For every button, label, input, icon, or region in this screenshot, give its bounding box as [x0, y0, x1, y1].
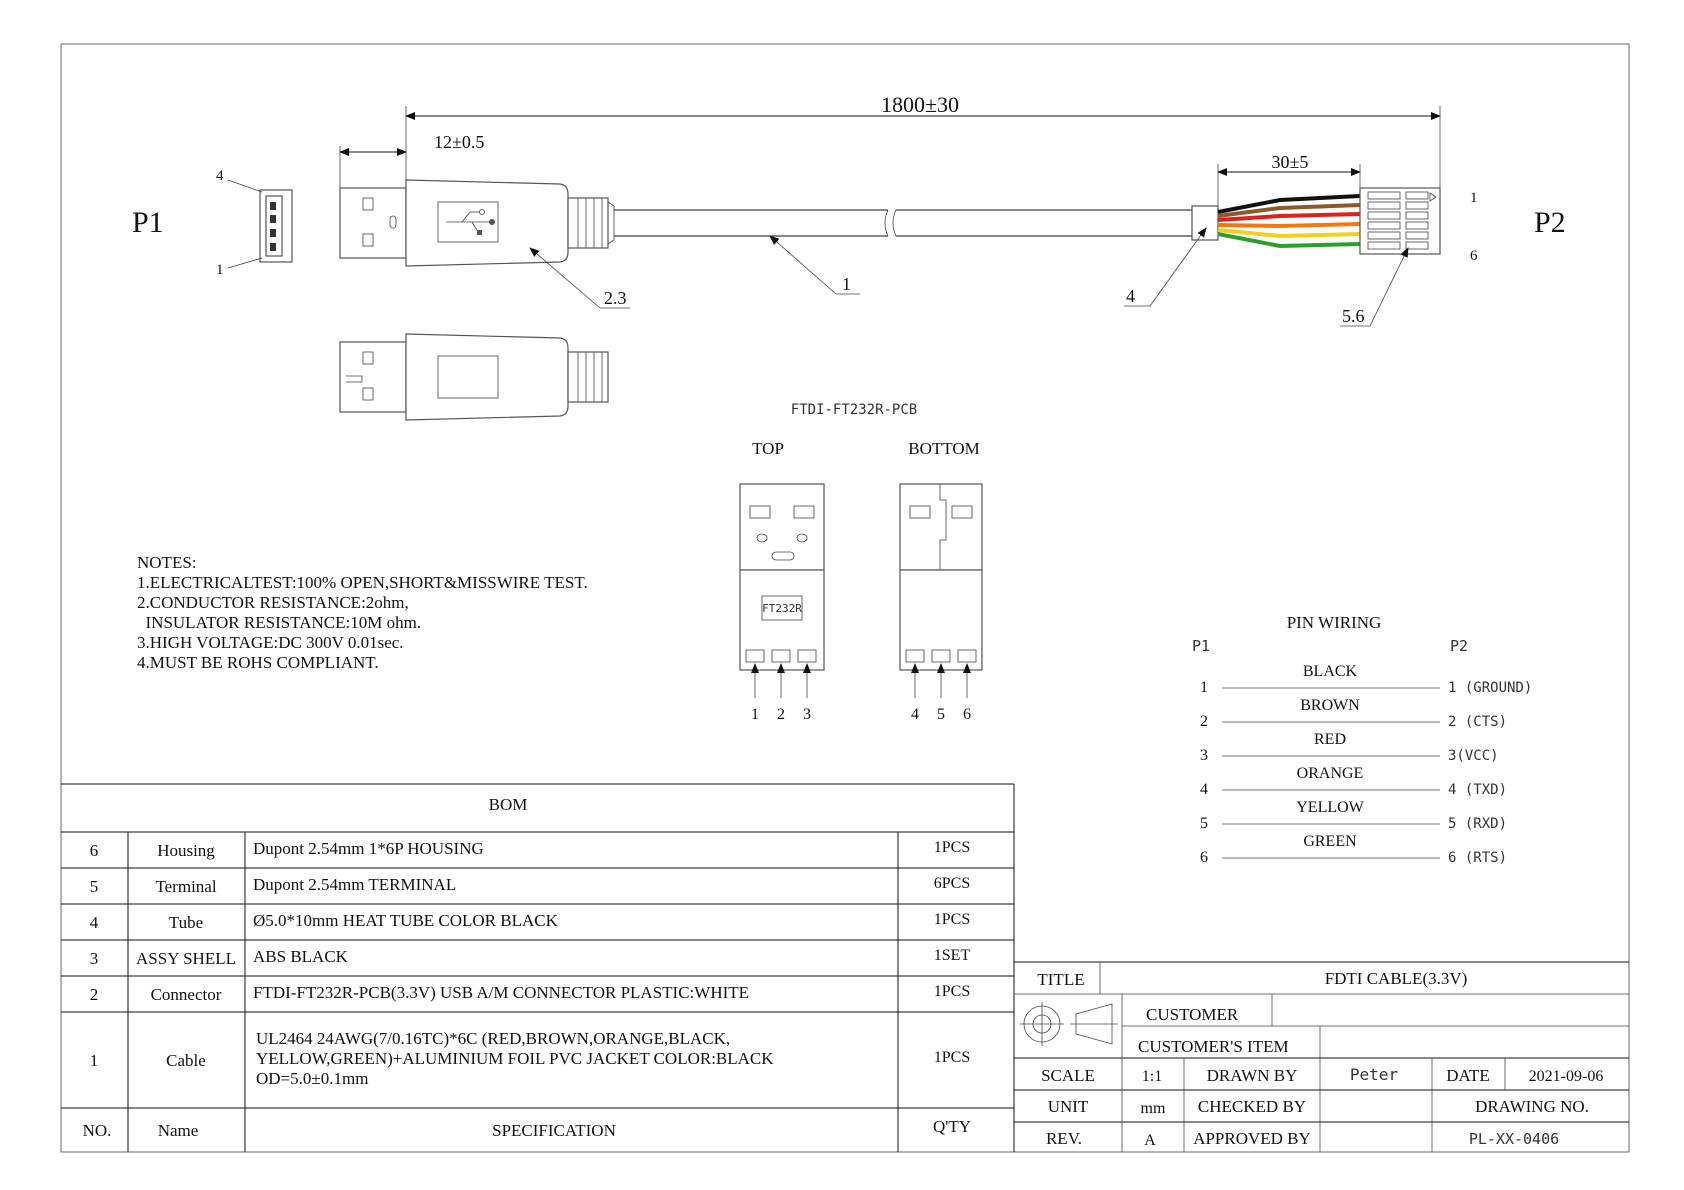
- callout-housing: [1340, 248, 1408, 326]
- bom-name: Terminal: [155, 877, 217, 896]
- wiring-color: BLACK: [1302, 663, 1358, 680]
- dim-strip-text: 30±5: [1271, 152, 1309, 172]
- drawing-no-value: PL-XX-0406: [1468, 1130, 1560, 1148]
- rev-value: A: [1144, 1132, 1156, 1149]
- bom-no: 1: [89, 1051, 99, 1070]
- bom-title: BOM: [488, 795, 528, 814]
- wiring-p1-pin: 2: [1200, 713, 1208, 730]
- p1-pin-bottom: 1: [216, 262, 224, 278]
- p1-pin-top: 4: [216, 168, 224, 184]
- callout-cable: [770, 236, 860, 294]
- rev-label: REV.: [1045, 1129, 1083, 1148]
- wiring-p1-pin: 6: [1200, 849, 1208, 866]
- wiring-color: YELLOW: [1296, 799, 1364, 816]
- bom-qty: 1PCS: [933, 983, 971, 1000]
- drawing-no-label: DRAWING NO.: [1475, 1097, 1589, 1116]
- bom-footer-no: NO.: [82, 1121, 112, 1140]
- bom-name: Cable: [166, 1051, 206, 1070]
- wiring-color: GREEN: [1303, 833, 1357, 850]
- wiring-p2-pin: 6 (RTS): [1448, 850, 1508, 866]
- wire-yellow: [1218, 230, 1360, 236]
- bom-spec: OD=5.0±0.1mm: [256, 1069, 369, 1088]
- bom-qty: 1PCS: [933, 911, 971, 928]
- dimension-total: [406, 92, 1440, 188]
- bom-spec: YELLOW,GREEN)+ALUMINIUM FOIL PVC JACKET COLOR:BLACK: [256, 1049, 774, 1068]
- pcb-pin-3: 3: [803, 706, 811, 723]
- drawn-by-value: Peter: [1349, 1065, 1399, 1084]
- wiring-p2-pin: 1 (GROUND): [1448, 680, 1533, 696]
- note-line: 4.MUST BE ROHS COMPLIANT.: [137, 653, 379, 672]
- bom-no: 3: [89, 949, 99, 968]
- notes-title: NOTES:: [137, 553, 197, 572]
- usb-plug-bottom-view: [340, 334, 608, 420]
- wiring-p1-pin: 3: [1200, 747, 1208, 764]
- bom-name: Tube: [168, 913, 204, 932]
- chip-label: FT232R: [762, 602, 802, 615]
- pcb-top-view: [740, 484, 824, 723]
- bom-spec: Dupont 2.54mm 1*6P HOUSING: [253, 839, 484, 858]
- pin-wiring-p2-header: P2: [1450, 637, 1469, 655]
- usb-plug-top-view: [340, 180, 614, 266]
- p1-end-view: [216, 168, 292, 278]
- note-line: 3.HIGH VOLTAGE:DC 300V 0.01sec.: [137, 633, 404, 652]
- wiring-p2-pin: 3(VCC): [1448, 748, 1499, 764]
- wiring-p2-pin: 4 (TXD): [1448, 782, 1508, 798]
- wire-orange: [1218, 224, 1360, 226]
- pcb-pin-6: 6: [963, 706, 971, 723]
- p2-pin-bottom: 6: [1470, 248, 1478, 264]
- bom-spec: Ø5.0*10mm HEAT TUBE COLOR BLACK: [253, 911, 558, 930]
- p1-label: P1: [132, 206, 164, 239]
- title-value: FDTI CABLE(3.3V): [1324, 969, 1468, 988]
- scale-value: 1:1: [1141, 1068, 1163, 1085]
- bom-footer-name: Name: [157, 1121, 199, 1140]
- date-label: DATE: [1446, 1066, 1490, 1085]
- p2-housing: [1360, 188, 1478, 264]
- scale-label: SCALE: [1041, 1066, 1095, 1085]
- dim-total-text: 1800±30: [880, 92, 960, 117]
- note-line: 1.ELECTRICALTEST:100% OPEN,SHORT&MISSWIRE TEST.: [137, 573, 588, 592]
- bom-name: Housing: [157, 841, 215, 860]
- drawn-by-label: DRAWN BY: [1206, 1066, 1298, 1085]
- svg-text:2.3: 2.3: [604, 288, 627, 308]
- pin-wiring-p1-header: P1: [1192, 637, 1211, 655]
- svg-text:1: 1: [842, 274, 851, 294]
- p2-pin-top: 1: [1470, 190, 1478, 206]
- bom-no: 4: [89, 913, 99, 932]
- wiring-color: BROWN: [1300, 697, 1360, 714]
- pcb-top-label: TOP: [752, 439, 784, 458]
- unit-label: UNIT: [1047, 1097, 1089, 1116]
- bom-spec: Dupont 2.54mm TERMINAL: [253, 875, 457, 894]
- bom-spec: UL2464 24AWG(7/0.16TC)*6C (RED,BROWN,ORANGE,BLACK,: [256, 1029, 731, 1048]
- pcb-bottom-label: BOTTOM: [908, 439, 980, 458]
- pcb-pin-4: 4: [911, 706, 919, 723]
- pcb-pin-5: 5: [937, 706, 945, 723]
- bom-footer-spec: SPECIFICATION: [492, 1121, 616, 1140]
- wiring-p2-pin: 2 (CTS): [1448, 714, 1508, 730]
- wiring-color: ORANGE: [1296, 765, 1364, 782]
- bom-no: 5: [89, 877, 99, 896]
- wiring-color: RED: [1314, 731, 1346, 748]
- pcb-bottom-view: [900, 484, 982, 723]
- colored-wires: [1218, 196, 1360, 246]
- note-line: INSULATOR RESISTANCE:10M ohm.: [137, 613, 422, 632]
- svg-text:4: 4: [1126, 286, 1135, 306]
- pcb-title: FTDI-FT232R-PCB: [790, 402, 918, 418]
- date-value: 2021-09-06: [1528, 1068, 1604, 1085]
- svg-text:5.6: 5.6: [1342, 306, 1365, 326]
- cable-body: [614, 206, 1218, 240]
- customer-item-label: CUSTOMER'S ITEM: [1138, 1037, 1289, 1056]
- bom-no: 2: [89, 985, 99, 1004]
- pin-wiring-table: [1192, 613, 1532, 866]
- bom-qty: 1PCS: [933, 839, 971, 856]
- pin-wiring-title: PIN WIRING: [1286, 613, 1382, 632]
- wiring-p1-pin: 4: [1200, 781, 1208, 798]
- title-label: TITLE: [1037, 970, 1085, 989]
- projection-symbol-icon: [1020, 1002, 1118, 1046]
- bom-spec: FTDI-FT232R-PCB(3.3V) USB A/M CONNECTOR PLASTIC:WHITE: [253, 983, 750, 1002]
- approved-by-label: APPROVED BY: [1193, 1129, 1311, 1148]
- pcb-pin-1: 1: [751, 706, 759, 723]
- bom-name: Connector: [150, 985, 222, 1004]
- bom-qty: 6PCS: [933, 875, 971, 892]
- title-block: [1014, 962, 1629, 1152]
- wiring-p1-pin: 5: [1200, 815, 1208, 832]
- notes: [137, 553, 588, 672]
- pcb-pin-2: 2: [777, 706, 785, 723]
- bom-qty: 1SET: [933, 947, 971, 964]
- bom-qty: 1PCS: [933, 1049, 971, 1066]
- dim-plug-text: 12±0.5: [434, 132, 485, 152]
- bom-no: 6: [89, 841, 99, 860]
- unit-value: mm: [1140, 1100, 1166, 1117]
- customer-label: CUSTOMER: [1146, 1005, 1239, 1024]
- checked-by-label: CHECKED BY: [1197, 1097, 1307, 1116]
- p2-label: P2: [1534, 206, 1566, 239]
- wiring-p1-pin: 1: [1200, 679, 1208, 696]
- wiring-p2-pin: 5 (RXD): [1448, 816, 1508, 832]
- bom-spec: ABS BLACK: [253, 947, 348, 966]
- note-line: 2.CONDUCTOR RESISTANCE:2ohm,: [137, 593, 409, 612]
- bom-footer-qty: Q'TY: [932, 1117, 972, 1136]
- bom-name: ASSY SHELL: [136, 949, 236, 968]
- bom-table: [61, 784, 1014, 1152]
